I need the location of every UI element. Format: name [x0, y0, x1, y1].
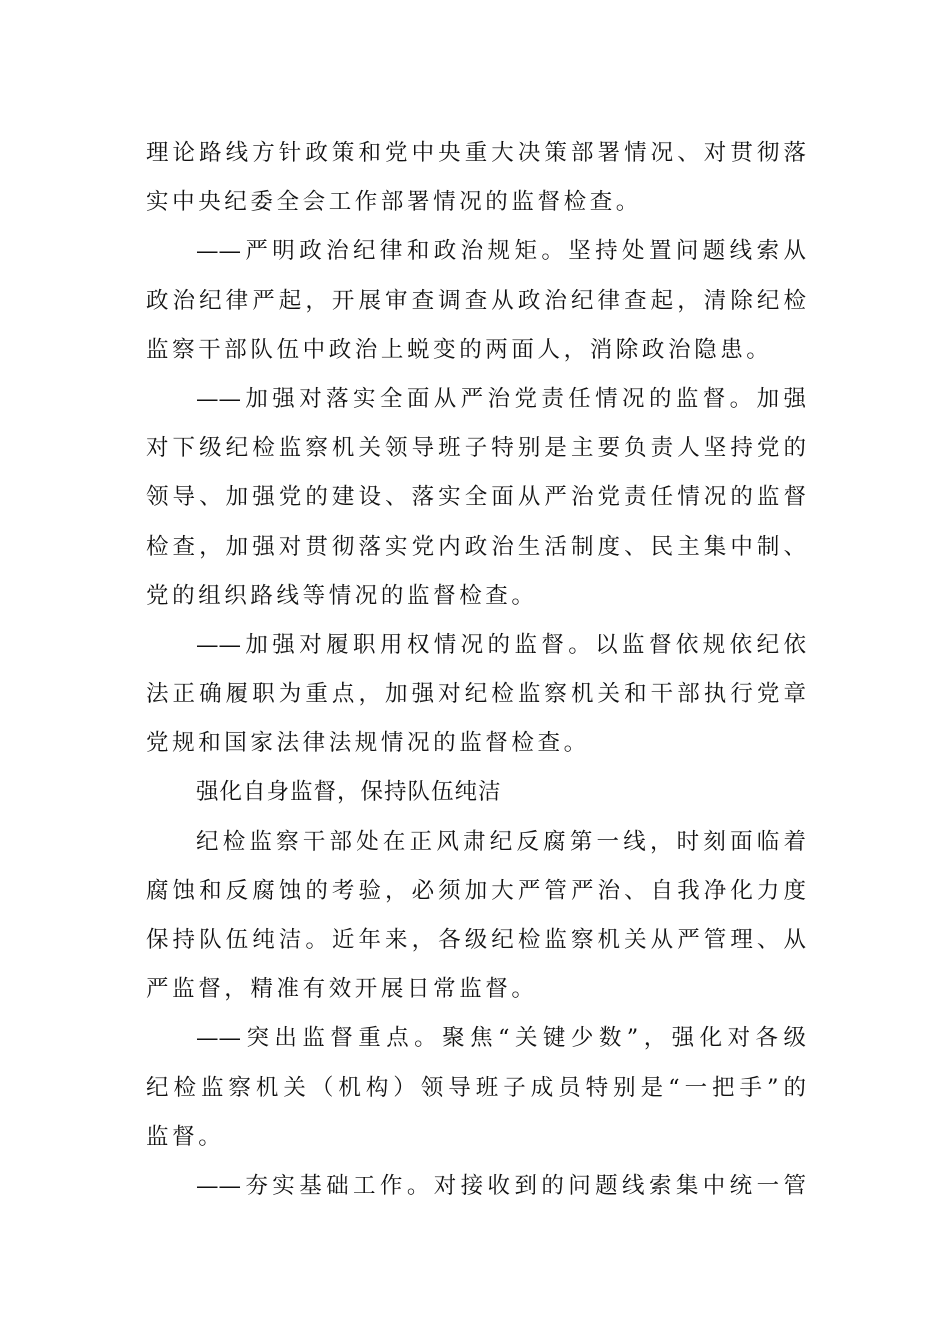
text-line: ——加强对履职用权情况的监督。以监督依规依纪依 [196, 631, 806, 658]
text-line: 法正确履职为重点，加强对纪检监察机关和干部执行党章 [146, 681, 806, 708]
text-line: 保持队伍纯洁。近年来，各级纪检监察机关从严管理、从 [146, 927, 806, 953]
text-line: 党规和国家法律法规情况的监督检查。 [146, 730, 590, 757]
text-line: 对下级纪检监察机关领导班子特别是主要负责人坚持党的 [146, 435, 806, 462]
text-line: 严监督，精准有效开展日常监督。 [146, 976, 538, 1003]
text-line: ——夯实基础工作。对接收到的问题线索集中统一管 [196, 1172, 806, 1199]
text-line: 监察干部队伍中政治上蜕变的两面人，消除政治隐患。 [146, 336, 773, 363]
text-line: 政治纪律严起，开展审查调查从政治纪律查起，清除纪检 [146, 287, 806, 314]
text-line: 理论路线方针政策和党中央重大决策部署情况、对贯彻落 [146, 140, 806, 166]
text-line: ——突出监督重点。聚焦“关键少数”，强化对各级 [196, 1025, 806, 1052]
text-line: ——严明政治纪律和政治规矩。坚持处置问题线索从 [196, 238, 806, 265]
text-line: 监督。 [146, 1123, 225, 1150]
text-line: 纪检监察干部处在正风肃纪反腐第一线，时刻面临着 [196, 828, 806, 855]
section-heading: 强化自身监督，保持队伍纯洁 [196, 779, 502, 806]
text-line: 领导、加强党的建设、落实全面从严治党责任情况的监督 [146, 484, 806, 511]
body-text [146, 129, 806, 1211]
text-line: 党的组织路线等情况的监督检查。 [146, 582, 538, 609]
text-line: ——加强对落实全面从严治党责任情况的监督。加强 [196, 385, 806, 412]
text-line: 检查，加强对贯彻落实党内政治生活制度、民主集中制、 [146, 533, 806, 560]
text-line: 腐蚀和反腐蚀的考验，必须加大严管严治、自我净化力度 [146, 877, 806, 904]
text-line: 纪检监察机关（机构）领导班子成员特别是“一把手”的 [146, 1074, 806, 1101]
text-line: 实中央纪委全会工作部署情况的监督检查。 [146, 189, 642, 216]
